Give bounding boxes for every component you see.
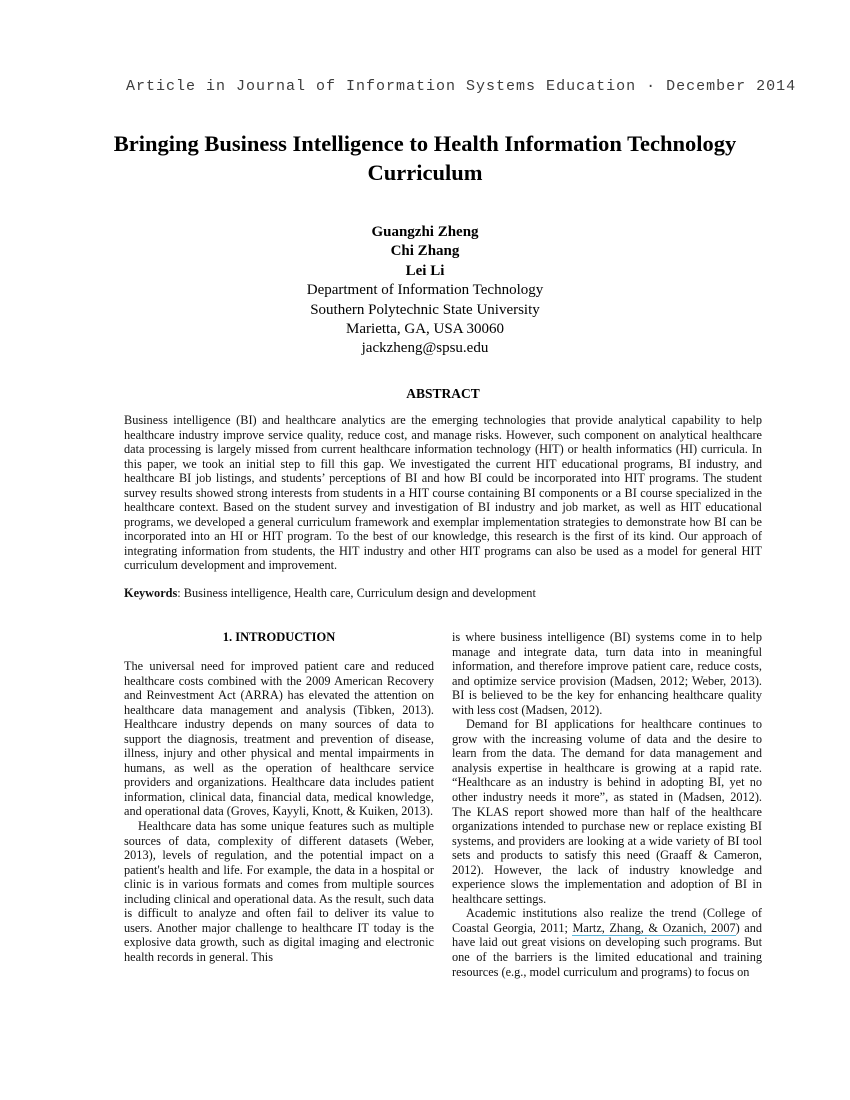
abstract-heading: ABSTRACT [406, 386, 480, 401]
author-block [0, 223, 850, 359]
section-heading-introduction: 1. INTRODUCTION [222, 630, 336, 644]
intro-paragraph-1: The universal need for improved patient care and reduced healthcare costs combined with the 2009 American Recovery and Reinvestment Act (ARRA) has elevated the attention on healthcare data management and analysis (Tibken, 2013). Healthcare industry depends on many sources of data to support the diagnosis, treatment and prevention of disease, illness, injury and other physical and mental impairments in humans, as well as the operation of healthcare service providers and organizations. Healthcare data includes patient information, clinical data, financial data, medical knowledge, and operational data (Groves, Kayyli, Knott, & Kuiken, 2013). [124, 659, 434, 819]
author-email: jackzheng@spsu.edu [361, 340, 489, 357]
paragraph-text-pre: Academic institutions also realize the trend (College of Coastal Georgia, 2011; [452, 906, 762, 935]
keywords-line [124, 586, 762, 601]
intro-paragraph-3: is where business intelligence (BI) systems come in to help manage and integrate data, turn data into in meaningful information, and therefore improve patient care, reduce costs, and optimize service provision (Madsen, 2012; Weber, 2013). BI is believed to be the key for enhancing healthcare quality with less cost (Madsen, 2012). [452, 630, 762, 717]
author-name-2: Chi Zhang [390, 243, 460, 260]
right-column [452, 630, 762, 979]
journal-header: Article in Journal of Information Systems Education · December 2014 [126, 78, 797, 95]
citation-link[interactable]: Martz, Zhang, & Ozanich, 2007 [572, 920, 736, 935]
abstract-text: Business intelligence (BI) and healthcare analytics are the emerging technologies that provide analytical capability to help healthcare industry improve service quality, reduce cost, and manage risks. However, such component on analytical healthcare data processing is largely missed from current healthcare information technology (HIT) or health informatics (HI) curricula. In this paper, we took an initial step to fill this gap. We investigated the current HIT educational programs, BI industry, and healthcare BI job listings, and students’ perceptions of BI and how BI could be incorporated into HIT programs. The student survey results showed strong interests from students in a HIT course containing BI components or a BI course specialized in the healthcare context. Based on the student survey and investigation of BI industry and job market, as well as HIT educational programs, we developed a general curriculum framework and exemplar implementation strategies to demonstrate how BI can be incorporated into an HI or HIT program. To the best of our knowledge, this research is the first of its kind. Our approach of integrating information from students, the HIT industry and other HIT programs can also be used as a model for general HIT curriculum development and improvement. [124, 413, 762, 572]
author-name-3: Lei Li [405, 262, 445, 279]
left-column [124, 630, 434, 979]
author-name-1: Guangzhi Zheng [371, 224, 479, 240]
intro-paragraph-5 [452, 906, 762, 979]
intro-paragraph-2: Healthcare data has some unique features such as multiple sources of data, complexity of different datasets (Weber, 2013), levels of regulation, and the potential impact on a patient's health and life. For example, the data in a hospital or clinic is in various formats and comes from multiple sources including clinical and operational data. As the result, such data is difficult to analyze and often fail to deliver its value to users. Another major challenge to healthcare IT today is the explosive data growth, such as digital imaging and electronic health records in general. This [124, 819, 434, 964]
paper-title: Bringing Business Intelligence to Health Information Technology Curriculum [113, 131, 737, 185]
affiliation-city: Marietta, GA, USA 30060 [346, 321, 504, 338]
intro-paragraph-4: Demand for BI applications for healthcare continues to grow with the increasing volume of data and the desire to learn from the data. The demand for data management and analysis expertise in healthcare is growing at a rapid rate. “Healthcare as an industry is behind in adopting BI, yet no other industry needs it more”, as stated in (Madsen, 2012). The KLAS report showed more than half of the healthcare organizations intended to purchase new or replace existing BI systems, and providers are looking at a wide variety of BI tool sets and products to satisfy this need (Graaff & Cameron, 2012). However, the lack of industry knowledge and experience slows the implementation and adoption of BI in healthcare settings. [452, 717, 762, 906]
two-column-body [124, 630, 762, 979]
affiliation-university: Southern Polytechnic State University [310, 301, 540, 318]
affiliation-department: Department of Information Technology [306, 282, 544, 299]
keywords-label: Keywords [124, 586, 178, 600]
paragraph-text-post: ) and have laid out great visions on developing such programs. But one of the barriers is the limited educational and training resources (e.g., model curriculum and programs) to focus on [452, 920, 762, 979]
keywords-text: : Business intelligence, Health care, Curriculum design and development [177, 586, 536, 600]
